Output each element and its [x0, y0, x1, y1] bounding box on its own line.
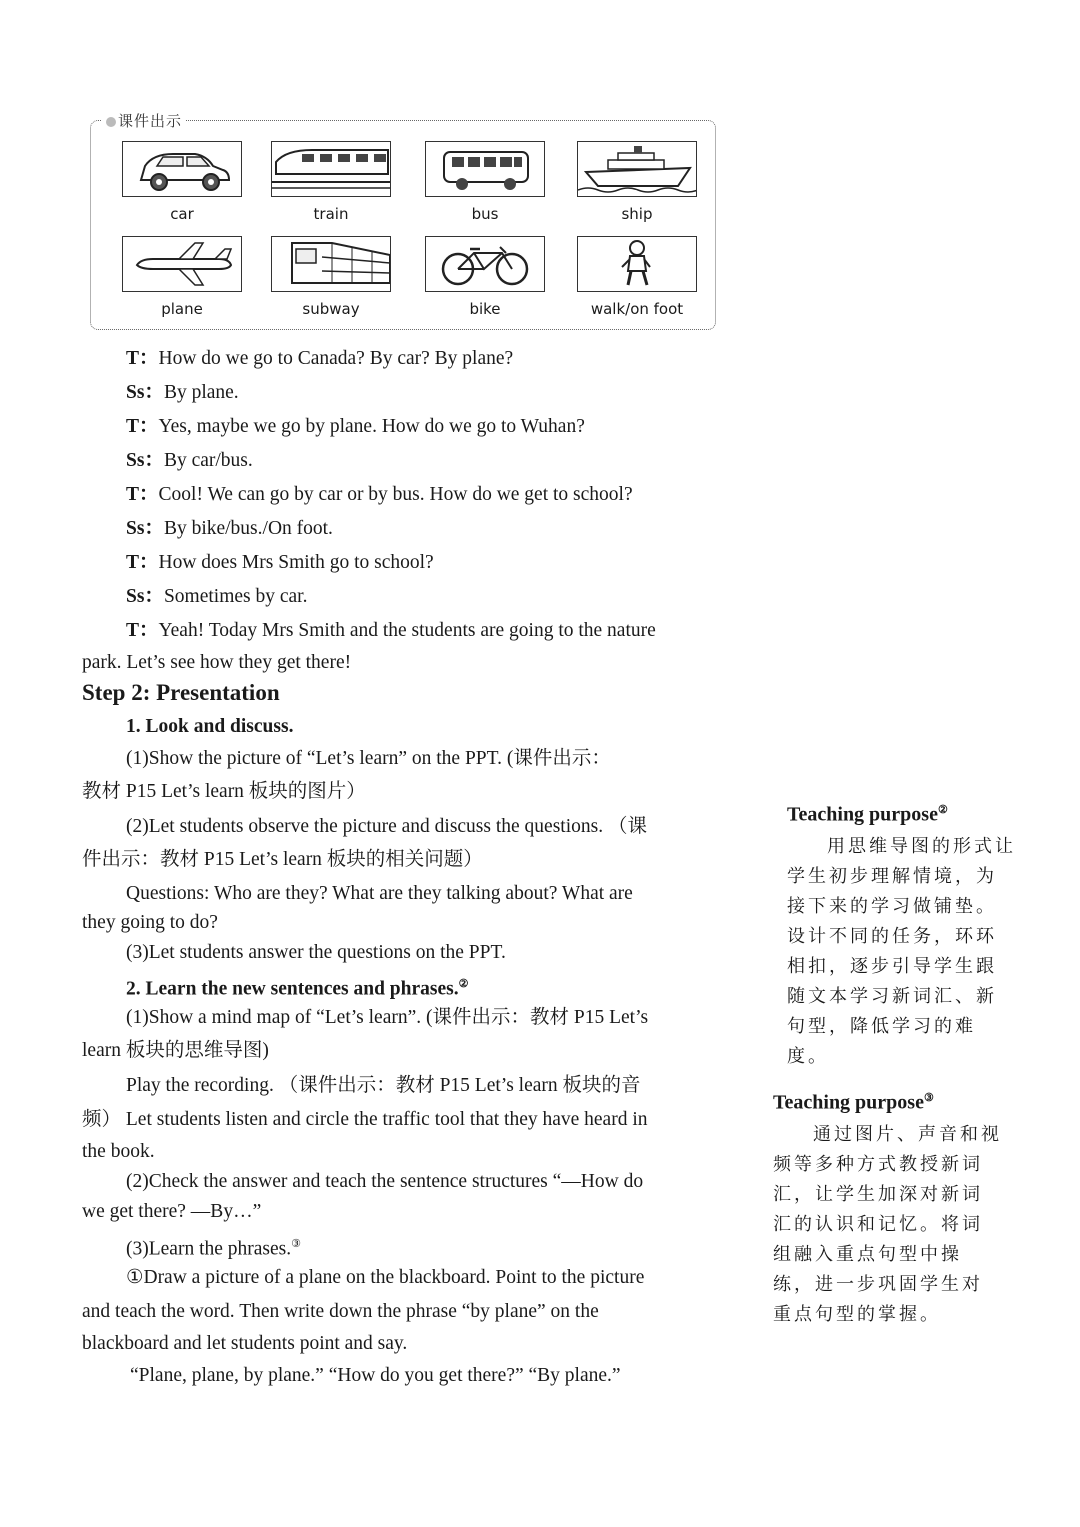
vehicle-bus: [425, 141, 545, 223]
footnote-ref: ③: [923, 1092, 934, 1104]
body-line: (1)Show the picture of “Let’s learn” on the PPT. (课件出示：: [126, 748, 611, 769]
vehicle-label: bike: [469, 300, 501, 318]
dialogue-line: Ss：By bike/bus./On foot.: [126, 518, 333, 539]
subheading: 2. Learn the new sentences and phrases.②: [126, 978, 469, 1000]
dialogue-line: park. Let’s see how they get there!: [82, 652, 352, 673]
vehicle-walk: [577, 236, 697, 318]
dialogue-line: Ss：Sometimes by car.: [126, 586, 308, 607]
body-line: learn 板块的思维导图): [82, 1040, 269, 1061]
body-line: ①Draw a picture of a plane on the blackboard. Point to the picture: [126, 1267, 645, 1288]
bullet-icon: [106, 117, 116, 127]
body-line: the book.: [82, 1141, 155, 1162]
footnote-ref: ②: [937, 804, 948, 816]
dialogue-line: T：How do we go to Canada? By car? By plane?: [126, 348, 514, 369]
vehicle-ship: [577, 141, 697, 223]
footnote-ref: ②: [458, 978, 469, 990]
vehicle-label: train: [313, 205, 349, 223]
bus-icon: [426, 142, 544, 196]
body-line: they going to do?: [82, 912, 218, 933]
body-line: Play the recording. （课件出示：教材 P15 Let’s learn 板块的音: [126, 1075, 641, 1096]
body-line: (1)Show a mind map of “Let’s learn”. (课件出示：教材 P15 Let’s: [126, 1007, 649, 1028]
body-line: 教材 P15 Let’s learn 板块的图片）: [82, 781, 366, 802]
vehicle-train: [271, 141, 391, 223]
subway-icon: [272, 237, 390, 291]
body-line: Questions: Who are they? What are they talking about? What are: [126, 883, 633, 904]
vehicle-label: bus: [471, 205, 499, 223]
sidebar-text: 用思维导图的形式让学生初步理解情境，为接下来的学习做铺垫。设计不同的任务，环环相扣，逐步引导学生跟随文本学习新词汇、新句型，降低学习的难度。: [787, 836, 1016, 1067]
footnote-ref: ③: [291, 1238, 302, 1250]
vehicle-label: ship: [621, 205, 653, 223]
body-line: 件出示：教材 P15 Let’s learn 板块的相关问题）: [82, 849, 483, 870]
plane-icon: [123, 237, 241, 291]
body-line: 频） Let students listen and circle the traffic tool that they have heard in: [82, 1109, 648, 1130]
vehicle-car: [122, 141, 242, 223]
vehicle-label: subway: [302, 300, 360, 318]
train-icon: [272, 142, 390, 196]
vehicle-subway: [271, 236, 391, 318]
body-line: and teach the word. Then write down the phrase “by plane” on the: [82, 1301, 599, 1322]
body-line: (3)Let students answer the questions on the PPT.: [126, 942, 506, 963]
bike-icon: [426, 237, 544, 291]
vehicle-label: plane: [161, 300, 203, 318]
dialogue-line: T：How does Mrs Smith go to school?: [126, 552, 434, 573]
vehicle-label: car: [170, 205, 194, 223]
dialogue-line: Ss：By car/bus.: [126, 450, 253, 471]
subheading: 1. Look and discuss.: [126, 716, 294, 737]
ship-icon: [578, 142, 696, 196]
body-line: we get there? —By…”: [82, 1201, 262, 1222]
step-heading: Step 2: Presentation: [82, 680, 280, 705]
body-line: blackboard and let students point and say.: [82, 1333, 408, 1354]
body-line: “Plane, plane, by plane.” “How do you get there?” “By plane.”: [130, 1365, 621, 1386]
dialogue-line: Ss：By plane.: [126, 382, 239, 403]
body-line: (2)Let students observe the picture and discuss the questions. （课: [126, 816, 647, 837]
vehicle-plane: [122, 236, 242, 318]
vehicle-label: walk/on foot: [590, 300, 684, 318]
walking-boy-icon: [578, 237, 696, 291]
car-icon: [123, 142, 241, 196]
dialogue-line: T：Yes, maybe we go by plane. How do we go to Wuhan?: [126, 416, 585, 437]
dialogue-line: T：Yeah! Today Mrs Smith and the students are going to the nature: [126, 620, 656, 641]
sidebar-title: Teaching purpose③: [773, 1091, 934, 1114]
sidebar-title: Teaching purpose②: [787, 803, 948, 826]
sidebar-text: 通过图片、声音和视频等多种方式教授新词汇，让学生加深对新词汇的认识和记忆。将词组融入重点句型中操练，进一步巩固学生对重点句型的掌握。: [773, 1124, 1002, 1325]
dialogue-line: T：Cool! We can go by car or by bus. How do we get to school?: [126, 484, 633, 505]
body-line: (3)Learn the phrases.③: [126, 1238, 302, 1260]
courseware-label: 课件出示: [102, 110, 186, 131]
body-line: (2)Check the answer and teach the sentence structures “—How do: [126, 1171, 644, 1192]
vehicle-bike: [425, 236, 545, 318]
